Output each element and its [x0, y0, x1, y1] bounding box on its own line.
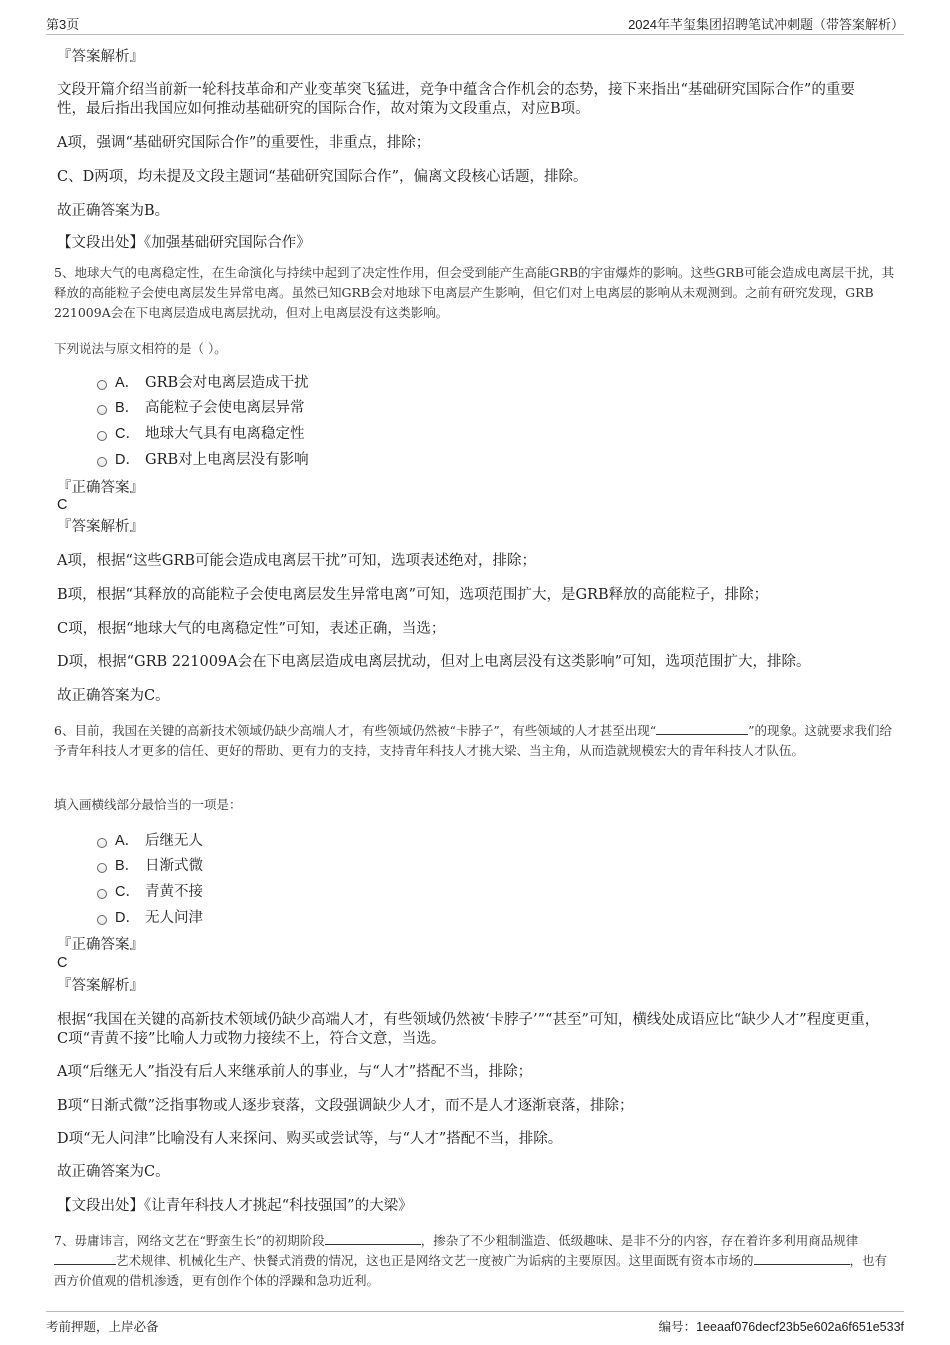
- q6-analysis-conclusion: 故正确答案为C。: [57, 1164, 170, 1180]
- q5-prompt: 下列说法与原文相符的是（ ）。: [54, 341, 227, 356]
- q4-source: 【文段出处】《加强基础研究国际合作》: [57, 235, 311, 251]
- q7-stem: 7、毋庸讳言，网络文艺在“野蛮生长”的初期阶段 ，掺杂了不少粗制滥造、低级趣味、是非不分的内容，存在着许多利用商品规律艺术规律、机械化生产、快餐式消费的情况，这也正是网络文艺一度被广为诟病的主要原因。这里面既有资本市场的 ，也有西方价值观的借机渗透，更有创作个体的浮躁和急功近利。: [54, 1233, 888, 1288]
- q6-stem: 6、目前，我国在关键的高新技术领域仍缺少高端人才，有些领域仍然被“卡脖子”，有些领域的人才甚至出现“ ”的现象。这就要求我们给予青年科技人才更多的信任、更好的帮助、更有力的支持，支持青年科技人才挑大梁、当主角，从而造就规模宏大的青年科技人才队伍。: [54, 723, 893, 758]
- q5-analysis-label: 『答案解析』: [57, 519, 144, 535]
- q5-correct-answer: C: [57, 497, 68, 513]
- q5-option-b[interactable]: B． 高能粒子会使电离层异常: [97, 398, 305, 418]
- q5-stem: 5、地球大气的电离稳定性，在生命演化与持续中起到了决定性作用，但会受到能产生高能GRB的宇宙爆炸的影响。这些GRB可能会造成电离层干扰，其释放的高能粒子会使电离层发生异常电离。虽然已知GRB会对地球下电离层产生影响，但它们对上电离层的影响从未观测到。之前有研究发现，GRB 221009A会在下电离层造成电离层扰动，但对上电离层没有这类影响。: [54, 265, 895, 320]
- q6-correct-label: 『正确答案』: [57, 937, 144, 953]
- radio-icon[interactable]: [97, 431, 107, 441]
- q6-blank: [656, 722, 748, 735]
- q4-analysis-label: 『答案解析』: [57, 49, 144, 65]
- q6-analysis-d: D项“无人问津”比喻没有人来探问、购买或尝试等，与“人才”搭配不当，排除。: [57, 1131, 563, 1147]
- q6-analysis-main: 根据“我国在关键的高新技术领域仍缺少高端人才，有些领域仍然被‘卡脖子’”“甚至”可知，横线处成语应比“缺少人才”程度更重，C项“青黄不接”比喻人力或物力接续不上，符合文意，当选。: [57, 1012, 880, 1047]
- q5-analysis-d: D项，根据“GRB 221009A会在下电离层造成电离层扰动，但对上电离层没有这类影响”可知，选项范围扩大，排除。: [57, 654, 811, 670]
- radio-icon[interactable]: [97, 457, 107, 467]
- q6-option-c[interactable]: C． 青黄不接: [97, 882, 203, 902]
- q6-correct-answer: C: [57, 955, 68, 971]
- document-title: 2024年芊玺集团招聘笔试冲刺题（带答案解析）: [628, 17, 904, 32]
- document-id: 编号：1eeaaf076decf23b5e602a6f651e533f: [658, 1319, 904, 1334]
- q5-option-c[interactable]: C． 地球大气具有电离稳定性: [97, 424, 305, 444]
- page-footer: [46, 1311, 904, 1336]
- radio-icon[interactable]: [97, 889, 107, 899]
- q5-analysis-b: B项，根据“其释放的高能粒子会使电离层发生异常电离”可知，选项范围扩大，是GRB释放的高能粒子，排除；: [57, 587, 769, 603]
- footer-slogan: 考前押题，上岸必备: [46, 1319, 159, 1334]
- q5-analysis-conclusion: 故正确答案为C。: [57, 688, 170, 704]
- q7-blank-2: [54, 1252, 116, 1265]
- q5-correct-label: 『正确答案』: [57, 480, 144, 496]
- q5-option-a[interactable]: A． GRB会对电离层造成干扰: [97, 373, 309, 393]
- q4-analysis-p3: C、D两项，均未提及文段主题词“基础研究国际合作”，偏离文段核心话题，排除。: [57, 169, 588, 185]
- q6-analysis-label: 『答案解析』: [57, 978, 144, 994]
- q4-analysis-p1: 文段开篇介绍当前新一轮科技革命和产业变革突飞猛进，竞争中蕴含合作机会的态势，接下来指出“基础研究国际合作”的重要性，最后指出我国应如何推动基础研究的国际合作，故对策为文段重点，对应B项。: [57, 82, 855, 117]
- q4-analysis-p2: A项，强调“基础研究国际合作”的重要性，非重点，排除；: [57, 135, 431, 151]
- page-header: [46, 14, 904, 35]
- q6-source: 【文段出处】《让青年科技人才挑起“科技强国”的大梁》: [57, 1198, 413, 1214]
- q6-prompt: 填入画横线部分最恰当的一项是：: [54, 797, 242, 812]
- q6-analysis-a: A项“后继无人”指没有后人来继承前人的事业，与“人才”搭配不当，排除；: [57, 1064, 533, 1080]
- page-number: 第3页: [46, 17, 80, 32]
- radio-icon[interactable]: [97, 863, 107, 873]
- radio-icon[interactable]: [97, 380, 107, 390]
- q5-analysis-c: C项，根据“地球大气的电离稳定性”可知，表述正确，当选；: [57, 621, 446, 637]
- q7-blank-1: [325, 1232, 421, 1245]
- q4-analysis-p4: 故正确答案为B。: [57, 203, 170, 219]
- radio-icon[interactable]: [97, 838, 107, 848]
- radio-icon[interactable]: [97, 915, 107, 925]
- q6-option-b[interactable]: B． 日渐式微: [97, 856, 203, 876]
- q5-analysis-a: A项，根据“这些GRB可能会造成电离层干扰”可知，选项表述绝对，排除；: [57, 553, 536, 569]
- q6-option-a[interactable]: A． 后继无人: [97, 831, 203, 851]
- q6-analysis-b: B项“日渐式微”泛指事物或人逐步衰落，文段强调缺少人才，而不是人才逐渐衰落，排除；: [57, 1098, 634, 1114]
- radio-icon[interactable]: [97, 405, 107, 415]
- q7-blank-3: [754, 1252, 850, 1265]
- q6-option-d[interactable]: D． 无人问津: [97, 908, 203, 928]
- q5-option-d[interactable]: D． GRB对上电离层没有影响: [97, 450, 309, 470]
